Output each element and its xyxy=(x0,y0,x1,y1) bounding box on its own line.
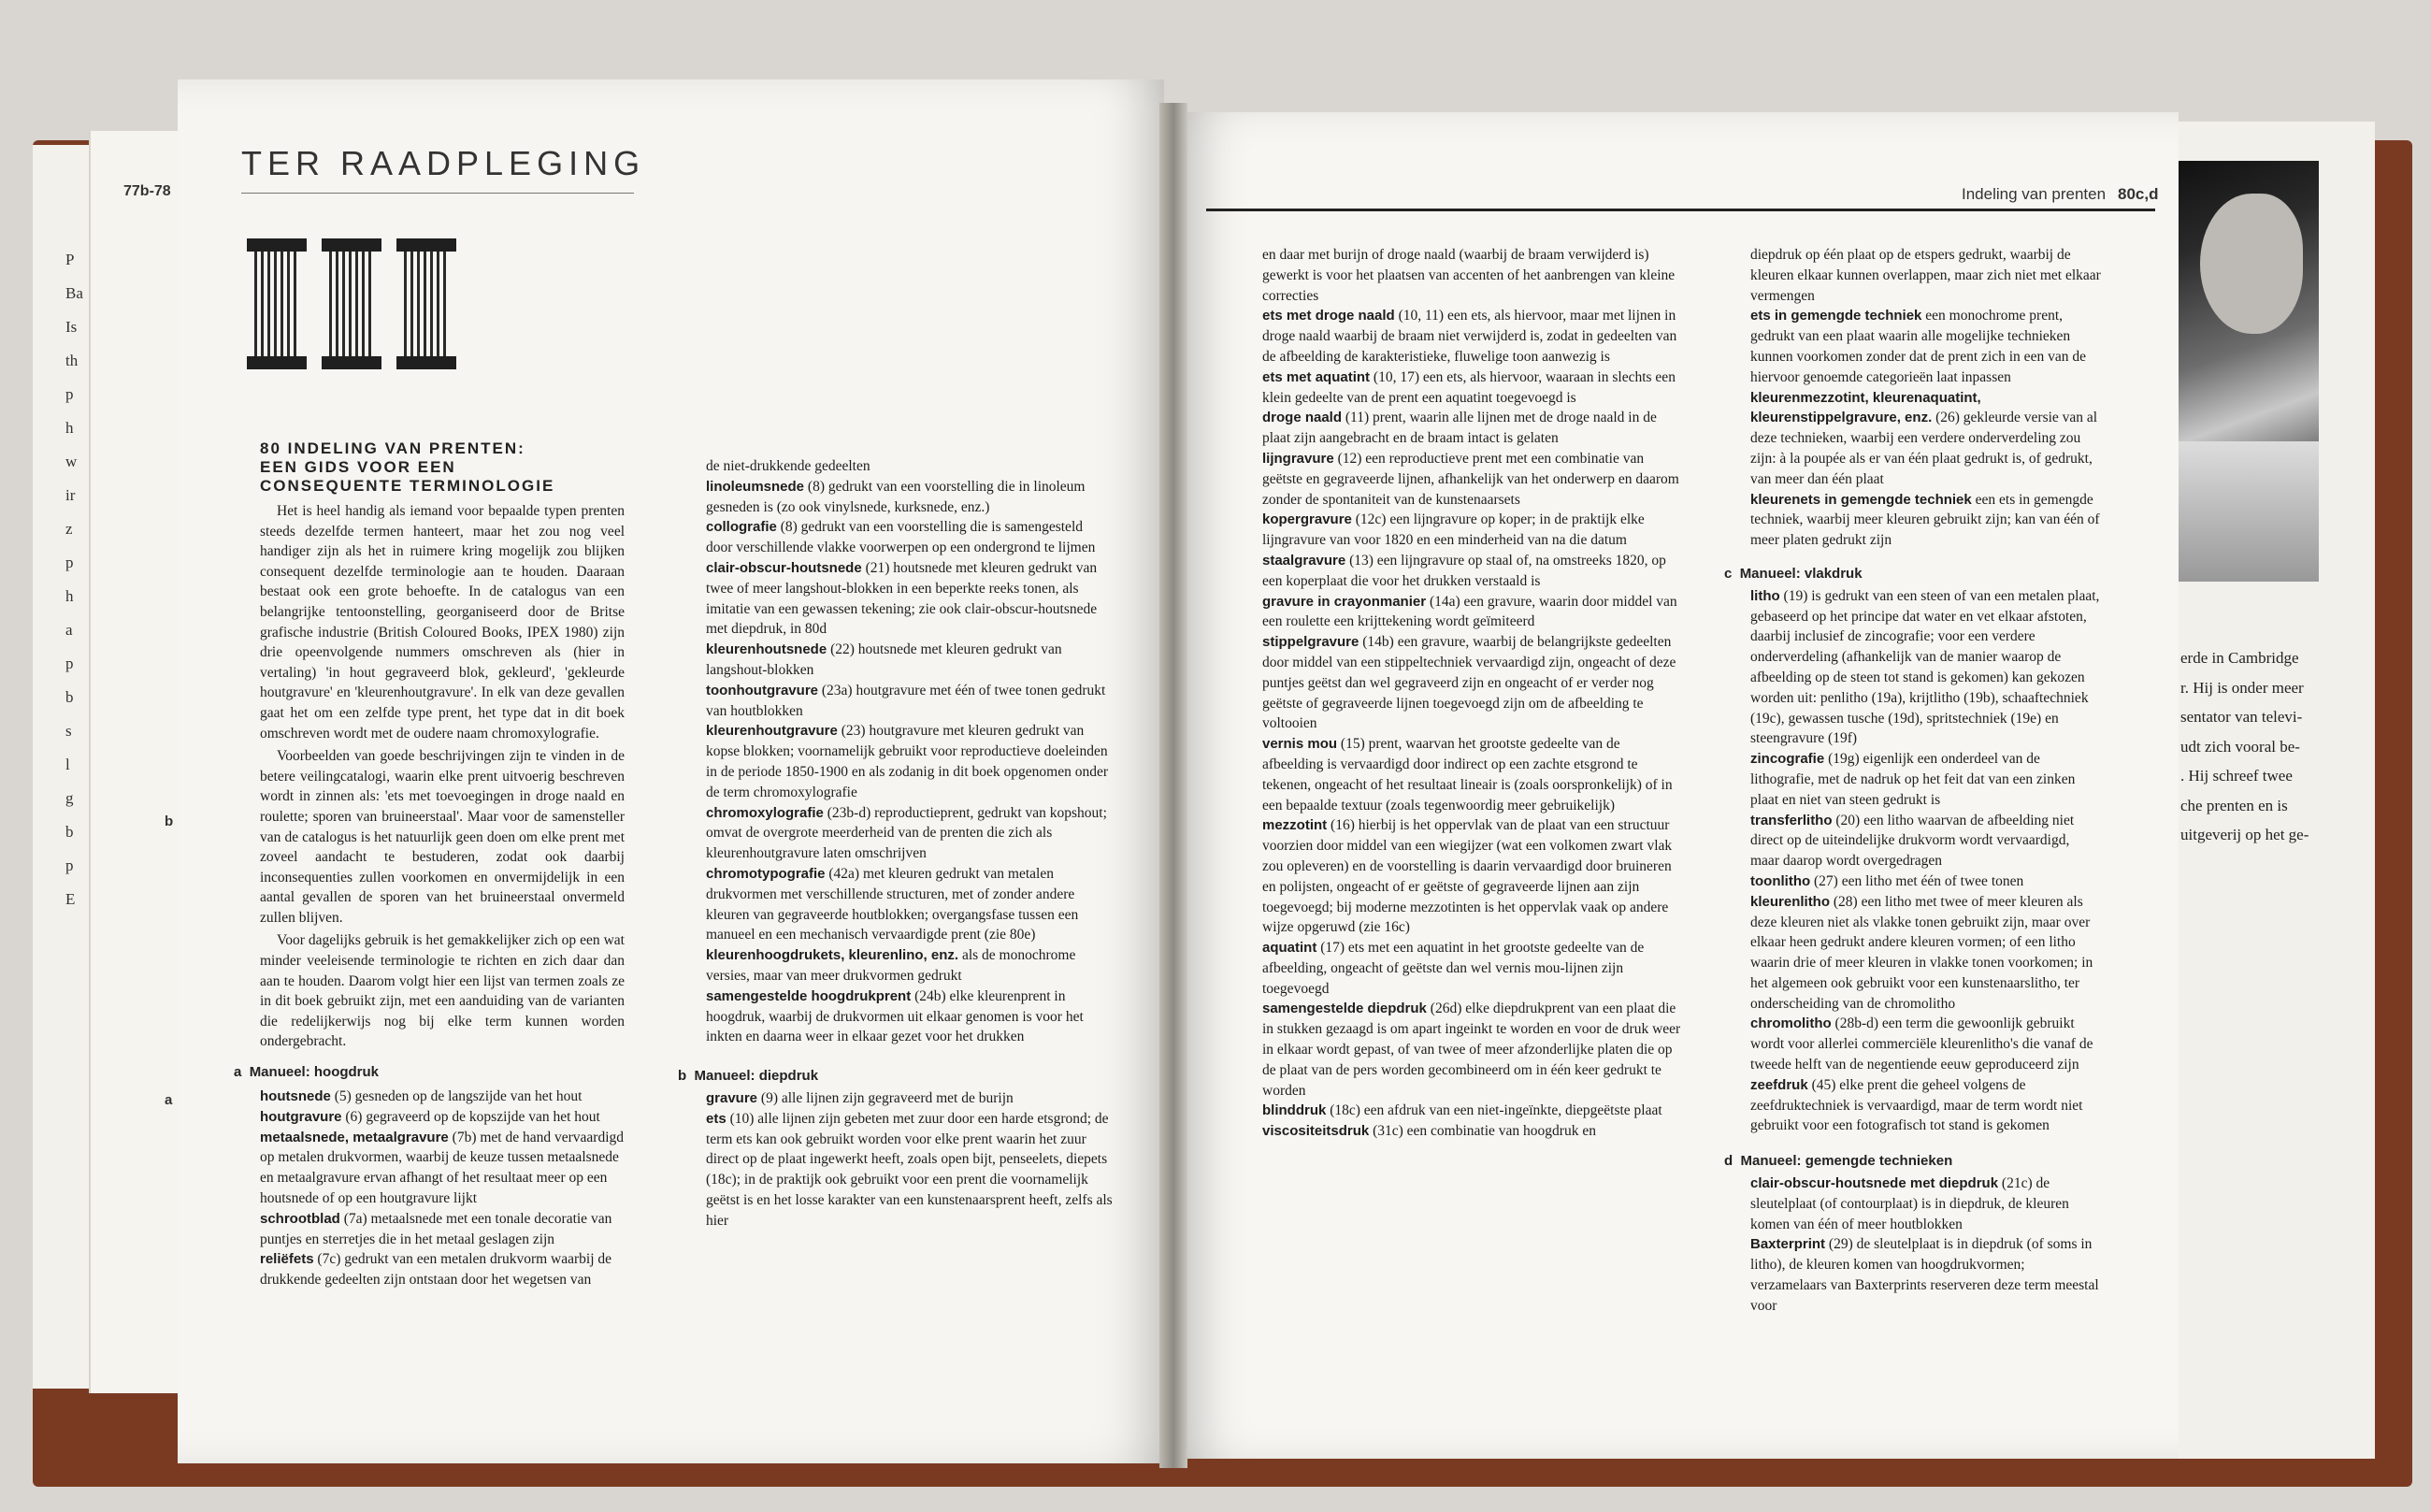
glossary-entry xyxy=(706,558,1113,640)
glossary-definition: (8) gedrukt van een voorstelling die is samengesteld door verschillende vlakke voorwerpen op een ondergrond te lijmen xyxy=(706,519,1096,556)
glossary-term: samengestelde diepdruk xyxy=(1262,1001,1427,1017)
book-spine xyxy=(1159,103,1187,1468)
glossary-definition: (29) de sleutelplaat is in diepdruk (of soms in litho), de kleuren komen van hoogdrukvormen; verzamelaars van Baxterprints reserveren deze term meestal voor xyxy=(1750,1236,2099,1314)
glossary-term: stippelgravure xyxy=(1262,634,1359,651)
glossary-definition: (7c) gedrukt van een metalen drukvorm waarbij de drukkende gedeelten zijn ontstaan door het wegetsen van xyxy=(260,1251,612,1289)
glossary-term: schrootblad xyxy=(260,1210,340,1227)
glossary-term: viscositeitsdruk xyxy=(1262,1123,1370,1140)
glossary-definition: (10, 11) een ets, als hiervoor, maar met lijnen in droge naald waarbij de braam niet verwijderd is, zodat in gedeelten van de afbeelding de karakteristieke, fluwelige toon aanwezig is xyxy=(1262,308,1677,365)
glossary-term: kopergravure xyxy=(1262,511,1352,528)
glossary-term: toonlitho xyxy=(1750,872,1811,889)
glossary-entry xyxy=(1750,1174,2101,1234)
underlying-text-line: . Hij schreef twee xyxy=(2180,767,2293,785)
glossary-definition: (6) gegraveerd op de kopszijde van het hout xyxy=(341,1108,600,1125)
glossary-entry xyxy=(260,1107,625,1128)
glossary-entry xyxy=(706,517,1113,558)
glossary-definition: (14a) een gravure, waarin door middel van een roulette een krijttekening wordt geïmiteerd xyxy=(1262,593,1677,630)
subheading-letter: b xyxy=(678,1068,687,1085)
underlying-text-line: che prenten en is xyxy=(2180,796,2288,814)
section-heading-line: EEN GIDS VOOR EEN xyxy=(260,458,456,476)
underlying-text-line: uitgeverij op het ge- xyxy=(2180,826,2309,843)
glossary-definition: (26d) elke diepdrukprent van een plaat die in stukken gezaagd is om apart ingeinkt te worden en voor de druk weer in elkaar wordt gepast, of van twee of meer afzonderlijke platen die op de plaat van de pers worden gecombineerd om in één keer gedrukt te worden xyxy=(1262,1001,1681,1099)
underlying-fragment: g xyxy=(65,789,74,807)
glossary-entry xyxy=(1262,999,1683,1101)
glossary-definition: (17) ets met een aquatint in het grootste gedeelte van de afbeelding, ongeacht of geëtste dan wel vernis mou-lijnen zijn toegevoegd xyxy=(1262,940,1645,997)
intro-paragraph: Voorbeelden van goede beschrijvingen zijn te vinden in de betere veilingcatalogi, waarin elke prent uitvoerig beschreven wordt in zinnen als: 'ets met toevoegingen in droge naald en roulette; sporen van bruineerstaal'. Maar voor de samensteller van de catalogus is het natuurlijk geen doen om elke prent met zoveel aandacht te bestuderen, zodat ook daarbij inconsequenties zullen voorkomen en onvermijdelijk in een aantal gevallen de sporen van het bruineerstaal onvermeld zullen blijven. xyxy=(260,748,625,926)
glossary-definition: (5) gesneden op de langszijde van het hout xyxy=(330,1088,583,1104)
column-3-entries xyxy=(1262,306,1683,1142)
glossary-definition: een monochrome prent, gedrukt van een plaat waarin alle mogelijke technieken kunnen voorkomen zonder dat de prent zich in een van de hiervoor genoemde categorieën laat inpassen xyxy=(1750,308,2086,385)
glossary-entry xyxy=(260,1087,625,1107)
column-4-lead: diepdruk op één plaat op de etspers gedrukt, waarbij de kleuren elkaar kunnen overlappen, maar zich niet met elkaar vermengen xyxy=(1750,247,2101,304)
glossary-definition: (14b) een gravure, waarbij de belangrijkste gedeelten door middel van een stippeltechniek vervaardigd zijn, ongeacht of deze puntjes geëtst dan wel gegraveerd zijn en ongeacht of er verder nog geëtste of gegraveerde lijnen toegevoegd zijn om de afbeelding te voltooien xyxy=(1262,634,1676,732)
glossary-definition: (10) alle lijnen zijn gebeten met zuur door een harde etsgrond; de term ets kan ook gebruikt worden voor elke prent waarin het zuur direct op de plaat ingewerkt heeft, zoals open bijt, penseelets, diepets (18c); in de praktijk ook gebruikt voor een prent die voornamelijk geëtst is en het losse karakter van een kunstenaarsprent heeft, zelfs als hier xyxy=(706,1110,1113,1229)
glossary-term: toonhoutgravure xyxy=(706,682,818,698)
glossary-entry xyxy=(260,1128,625,1209)
running-head-ref: 80c,d xyxy=(2118,185,2159,203)
underlying-left-fragments xyxy=(65,243,94,916)
underlying-fragment: l xyxy=(65,756,70,773)
glossary-definition: (8) gedrukt van een voorstelling die in linoleum gesneden is (zo ook vinylsnede, kurksnede, enz.) xyxy=(706,478,1086,515)
underlying-text-line: udt zich vooral be- xyxy=(2180,737,2300,756)
glossary-entry xyxy=(1750,1075,2101,1136)
glossary-term: collografie xyxy=(706,519,777,536)
glossary-entry xyxy=(1750,586,2101,749)
glossary-entry xyxy=(1750,1014,2101,1074)
glossary-entry xyxy=(1262,306,1683,367)
title-rule xyxy=(241,193,634,194)
subheading-letter: c xyxy=(1724,565,1733,582)
subheading-title: Manueel: diepdruk xyxy=(694,1068,819,1085)
glossary-entry xyxy=(1750,871,2101,892)
underlying-right-text xyxy=(2180,643,2367,850)
glossary-definition: (9) alle lijnen zijn gegraveerd met de burijn xyxy=(757,1089,1014,1106)
glossary-entry xyxy=(1750,1234,2101,1316)
underlying-fragment: p xyxy=(65,385,74,403)
glossary-entry xyxy=(1262,551,1683,592)
subheading-title: Manueel: gemengde technieken xyxy=(1740,1153,1953,1170)
column-4-entries-d xyxy=(1750,1174,2101,1317)
column-2-lead: de niet-drukkende gedeelten xyxy=(706,458,870,474)
underlying-fragment: Is xyxy=(65,318,78,336)
section-heading-line: 80 INDELING VAN PRENTEN: xyxy=(260,439,525,457)
underlying-fragment: p xyxy=(65,655,74,672)
glossary-term: zincografie xyxy=(1750,751,1825,768)
glossary-term: vernis mou xyxy=(1262,736,1338,753)
subheading-b xyxy=(678,1066,1113,1087)
underlying-fragment: b xyxy=(65,688,74,706)
margin-letter-a: a xyxy=(165,1092,173,1108)
glossary-entry xyxy=(1262,367,1683,409)
glossary-entry xyxy=(1262,632,1683,734)
glossary-entry xyxy=(706,945,1113,986)
glossary-definition: (16) hierbij is het oppervlak van de plaat van een structuur voorzien door middel van een wiegijzer (wat een volkomen zwart vlak zou opleveren) en de voorstelling is daarin vervaardigd door bruineren en polijsten, ongeacht of er geëtste of gegraveerde lijnen aan zijn toegevoegd; bij moderne mezzotinten is het oppervlak vaak op andere wijze opgeruwd (zie 16c) xyxy=(1262,817,1673,936)
intro-text xyxy=(260,501,625,1055)
glossary-entry xyxy=(706,864,1113,945)
underlying-fragment: p xyxy=(65,554,74,571)
glossary-entry xyxy=(1262,510,1683,551)
glossary-term: blinddruk xyxy=(1262,1102,1327,1119)
margin-letter-b: b xyxy=(165,814,174,829)
glossary-definition: (31c) een combinatie van hoogdruk en xyxy=(1369,1123,1596,1140)
glossary-definition: (7a) metaalsnede met een tonale decoratie van puntjes en sterretjes die in het metaal geslagen zijn xyxy=(260,1210,612,1247)
glossary-entry xyxy=(706,640,1113,681)
glossary-term: Baxterprint xyxy=(1750,1236,1826,1253)
glossary-entry xyxy=(1262,1101,1683,1121)
column-4 xyxy=(1724,245,2101,1317)
glossary-entry xyxy=(706,681,1113,722)
underlying-fragment: ir xyxy=(65,486,76,504)
column-1-entries xyxy=(260,1087,625,1290)
underlying-fragment: P xyxy=(65,251,75,268)
glossary-term: kleurenlitho xyxy=(1750,893,1831,910)
glossary-definition: een ets in gemengde techniek, waarbij meer kleuren gebruikt zijn; kan van één of meer platen gedrukt zijn xyxy=(1750,491,2100,549)
glossary-term: staalgravure xyxy=(1262,552,1346,569)
glossary-term: kleurenets in gemengde techniek xyxy=(1750,491,1972,508)
roman-numeral-ornament xyxy=(254,238,460,369)
glossary-definition: (20) een litho waarvan de afbeelding niet direct op de uiteindelijke drukvorm wordt vervaardigd, maar daarop wordt overgedragen xyxy=(1750,812,2075,870)
subheading-letter: a xyxy=(234,1064,242,1080)
glossary-term: samengestelde hoogdrukprent xyxy=(706,987,912,1004)
glossary-definition: als de monochrome versies, maar van meer drukvormen gedrukt xyxy=(706,947,1076,984)
running-head-ref: 77b-78 xyxy=(123,183,171,199)
underlying-fragment: p xyxy=(65,857,74,874)
glossary-term: linoleumsnede xyxy=(706,478,805,495)
underlying-fragment: Ba xyxy=(65,284,83,302)
glossary-term: droge naald xyxy=(1262,410,1343,426)
column-2-entries-b xyxy=(706,1088,1113,1231)
intro-paragraph: Het is heel handig als iemand voor bepaalde typen prenten steeds dezelfde termen hanteert, maar het zou nog veel handiger zijn als het in ruimere kring mogelijk zou blijken consequent dezelfde terminologie aan te houden. Daaraan bestaat ook een grote behoefte. In de catalogus van een belangrijke tentoonstelling, georganiseerd door de Britse grafische industrie (British Coloured Books, IPEX 1980) zijn drie opeenvolgende nummers omschreven als (hier in vertaling) 'in hout gegraveerd blok, gekleurd', 'gekleurde houtgravure' en 'kleurenhoutgravure'. In elk van deze gevallen gaat het om een zelfde type prent, het type dat in dit boek omschreven wordt met de oudere naam chromoxylografie. xyxy=(260,503,625,742)
glossary-term: aquatint xyxy=(1262,940,1317,957)
glossary-term: ets met aquatint xyxy=(1262,368,1371,385)
glossary-entry xyxy=(706,1109,1113,1231)
underlying-text-line: erde in Cambridge xyxy=(2180,649,2299,667)
glossary-definition: (26) gekleurde versie van al deze technieken, waarbij een verdere onderverdeling zou zijn: à la poupée als er van één plaat gedrukt is, of gedrukt, van meer dan één plaat xyxy=(1750,410,2098,487)
glossary-definition: (12) een reproductieve prent met een combinatie van geëtste en gegraveerde lijnen, afhankelijk van het onderwerp en daarom zonder de spontaniteit van de kunstenaarsets xyxy=(1262,450,1679,508)
glossary-definition: (13) een lijngravure op staal of, na omstreeks 1820, op een koperplaat die voor het drukken verstaald is xyxy=(1262,552,1666,589)
glossary-entry xyxy=(1262,408,1683,449)
glossary-definition: (19) is gedrukt van een steen of van een metalen plaat, gebaseerd op het principe dat water en vet elkaar afstoten, daarbij inclusief de zincografie; voor een verdere onderverdeling (afhankelijk van de manier waarop de afbeelding op de steen tot stand is gekomen) kan gekozen worden uit: penlitho (19a), krijtlitho (19b), schaaftechniek (19c), gewassen tusche (19d), spritstechniek (19e) en steengravure (19f) xyxy=(1750,587,2100,747)
glossary-definition: (42a) met kleuren gedrukt van metalen drukvormen met verschillende structuren, met of zonder andere kleuren van gegraveerde houtblokken; overgangsfase tussen een manueel en een mechanisch vervaardigde prent (zie 80e) xyxy=(706,865,1079,943)
column-3 xyxy=(1262,245,1683,1142)
glossary-term: transferlitho xyxy=(1750,812,1833,828)
subheading-c xyxy=(1724,564,2101,584)
glossary-term: gravure in crayonmanier xyxy=(1262,593,1427,610)
glossary-entry xyxy=(1262,734,1683,815)
glossary-definition: (11) prent, waarin alle lijnen met de droge naald in de plaat zijn aangebracht en de braam intact is gelaten xyxy=(1262,410,1657,447)
glossary-term: litho xyxy=(1750,587,1780,604)
underlying-fragment: h xyxy=(65,419,74,437)
glossary-entry xyxy=(706,721,1113,802)
glossary-definition: (15) prent, waarvan het grootste gedeelte van de afbeelding is vervaardigd door indirect op een zachte etsgrond te tekenen, ongeacht of het resultaat lineair is (zoals oorspronkelijk) of in een bepaalde textuur (zoals tegenwoordig meer gebruikelijk) xyxy=(1262,736,1673,814)
glossary-entry xyxy=(1750,749,2101,810)
glossary-term: metaalsnede, metaalgravure xyxy=(260,1129,449,1145)
glossary-entry xyxy=(1750,388,2101,490)
glossary-entry xyxy=(706,803,1113,864)
glossary-term: gravure xyxy=(706,1089,758,1106)
glossary-definition: (24b) elke kleurenprent in hoogdruk, waarbij de drukvormen uit elkaar genomen is voor het inkten en daarna weer in elkaar gezet voor het drukken xyxy=(706,987,1084,1045)
glossary-definition: (19g) eigenlijk een onderdeel van de lithografie, met de nadruk op het feit dat van een zinken plaat en niet van steen gedrukt is xyxy=(1750,751,2076,808)
glossary-term: ets xyxy=(706,1110,726,1127)
glossary-term: mezzotint xyxy=(1262,817,1328,834)
underlying-fragment: h xyxy=(65,587,74,605)
glossary-entry xyxy=(1750,306,2101,387)
glossary-entry xyxy=(1750,811,2101,871)
glossary-term: kleurenhoogdrukets, kleurenlino, enz. xyxy=(706,947,959,964)
glossary-term: ets met droge naald xyxy=(1262,308,1395,324)
glossary-definition: (10, 17) een ets, als hiervoor, waaraan in slechts een klein gedeelte van de prent een aquatint toegevoegd is xyxy=(1262,368,1676,406)
glossary-definition: (21) houtsnede met kleuren gedrukt van twee of meer langshout-blokken in een beperkte reeks tonen, als imitatie van een gewassen tekening; zie ook clair-obscur-houtsnede met diepdruk, in 80d xyxy=(706,559,1098,638)
underlying-fragment: z xyxy=(65,520,73,538)
glossary-entry xyxy=(260,1209,625,1250)
page-title: TER RAADPLEGING xyxy=(241,144,646,182)
section-heading-line: CONSEQUENTE TERMINOLOGIE xyxy=(260,477,555,495)
glossary-entry xyxy=(1750,892,2101,1015)
column-2 xyxy=(678,456,1113,1231)
column-2-entries xyxy=(706,477,1113,1047)
glossary-entry xyxy=(706,986,1113,1047)
glossary-definition: (27) een litho met één of twee tonen xyxy=(1810,872,2024,889)
glossary-entry xyxy=(1262,449,1683,510)
glossary-definition: (23b-d) reproductieprent, gedrukt van kopshout; omvat de overgrote meerderheid van de prenten die zich als kleurenhoutgravure laten omschrijven xyxy=(706,804,1107,862)
glossary-definition: (23) houtgravure met kleuren gedrukt van kopse blokken; voornamelijk gebruikt voor reproductieve doeleinden in de periode 1850-1900 en als zodanig in dit boek opgenomen onder de term chromoxylografie xyxy=(706,723,1109,800)
glossary-term: kleurenmezzotint, kleurenaquatint, kleurenstippelgravure, enz. xyxy=(1750,389,1981,426)
subheading-title: Manueel: vlakdruk xyxy=(1739,565,1863,582)
glossary-term: chromoxylografie xyxy=(706,804,824,821)
glossary-definition: (28) een litho met twee of meer kleuren als deze kleuren niet als vlakke tonen gebruikt zijn, maar over elkaar heen gedrukt andere kleuren vormen; of een litho waarin drie of meer kleuren in vlakke tonen voorkomen; in het algemeen ook gebruikt voor een kunstenaarslitho, ter onderscheiding van de chromolitho xyxy=(1750,893,2093,1012)
glossary-entry xyxy=(1262,815,1683,938)
glossary-term: reliëfets xyxy=(260,1251,314,1268)
underlying-fragment: a xyxy=(65,621,73,639)
glossary-definition: (12c) een lijngravure op koper; in de praktijk elke lijngravure van voor 1820 en een minderheid van na die datum xyxy=(1262,511,1645,549)
glossary-entry xyxy=(260,1249,625,1290)
subheading-title: Manueel: hoogdruk xyxy=(249,1064,380,1080)
glossary-definition: (7b) met de hand vervaardigd op metalen drukvormen, waarbij de keuze tussen metaalsnede en metaalgravure ervan afhangt of het resultaat meer op een houtsnede of op een houtgravure lijkt xyxy=(260,1129,624,1206)
glossary-term: zeefdruk xyxy=(1750,1076,1808,1093)
running-head: Indeling van prenten xyxy=(1962,185,2107,203)
author-photo xyxy=(2177,161,2319,582)
glossary-definition: (22) houtsnede met kleuren gedrukt van langshout-blokken xyxy=(706,641,1062,678)
column-3-lead: en daar met burijn of droge naald (waarbij de braam verwijderd is) gewerkt is voor het plaatsen van accenten of het aanbrengen van kleine correcties xyxy=(1262,247,1676,304)
glossary-term: chromolitho xyxy=(1750,1015,1832,1032)
underlying-fragment: b xyxy=(65,823,74,841)
glossary-definition: (45) elke prent die geheel volgens de zeefdruktechniek is vervaardigd, maar de term wordt niet gebruikt voor een fotografisch tot stand is gekomen xyxy=(1750,1076,2083,1134)
glossary-entry xyxy=(1262,592,1683,633)
glossary-term: kleurenhoutgravure xyxy=(706,723,838,740)
underlying-text-line: r. Hij is onder meer xyxy=(2180,678,2304,697)
subheading-letter: d xyxy=(1724,1153,1733,1170)
column-4-entries-c xyxy=(1750,586,2101,1137)
glossary-definition: (21c) de sleutelplaat (of contourplaat) is in diepdruk, de kleuren komen van één of meer houtblokken xyxy=(1750,1175,2069,1232)
subheading-d xyxy=(1724,1151,2101,1172)
section-heading xyxy=(260,439,634,496)
glossary-term: kleurenhoutsnede xyxy=(706,641,827,658)
underlying-fragment: th xyxy=(65,352,79,369)
glossary-term: houtsnede xyxy=(260,1088,331,1104)
underlying-fragment: w xyxy=(65,453,78,470)
glossary-term: clair-obscur-houtsnede xyxy=(706,559,862,576)
intro-paragraph: Voor dagelijks gebruik is het gemakkelijker zich op een wat minder veeleisende terminologie te richten en zich daar dan aan te houden. Daarom volgt hier een lijst van termen zoals ze in dit boek gebruikt zijn, met een aanduiding van de varianten die redelijkerwijs nog bij elke term kunnen worden ondergebracht. xyxy=(260,932,625,1050)
glossary-term: chromotypografie xyxy=(706,865,826,882)
glossary-entry xyxy=(706,1088,1113,1109)
glossary-entry xyxy=(1262,1121,1683,1142)
underlying-text-line: sentator van televi- xyxy=(2180,708,2303,726)
glossary-entry xyxy=(706,477,1113,518)
glossary-definition: (18c) een afdruk van een niet-ingeïnkte, diepgeëtste plaat xyxy=(1326,1102,1662,1119)
column-4-entries xyxy=(1750,306,2101,551)
glossary-term: lijngravure xyxy=(1262,450,1334,467)
glossary-entry xyxy=(1750,490,2101,551)
subheading-a xyxy=(234,1064,379,1080)
glossary-term: clair-obscur-houtsnede met diepdruk xyxy=(1750,1175,1999,1192)
glossary-entry xyxy=(1262,938,1683,999)
underlying-fragment: E xyxy=(65,890,76,908)
glossary-term: houtgravure xyxy=(260,1108,342,1125)
glossary-term: ets in gemengde techniek xyxy=(1750,308,1922,324)
running-head-rule xyxy=(1206,209,2155,211)
underlying-fragment: s xyxy=(65,722,72,740)
glossary-definition: (28b-d) een term die gewoonlijk gebruikt wordt voor allerlei commerciële kleurenlitho's die vanaf de tweede helft van de negentiende eeuw geproduceerd zijn xyxy=(1750,1015,2093,1073)
glossary-definition: (23a) houtgravure met één of twee tonen gedrukt van houtblokken xyxy=(706,682,1106,719)
